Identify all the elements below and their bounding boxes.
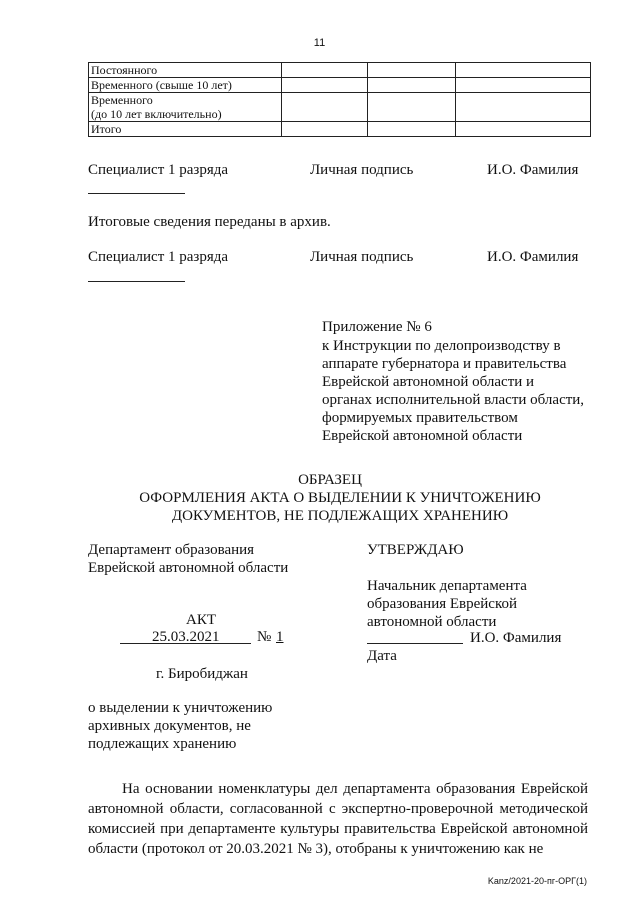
table-cell (456, 78, 591, 93)
heading-line: ОФОРМЛЕНИЯ АКТА О ВЫДЕЛЕНИИ К УНИЧТОЖЕНИЮ (139, 490, 541, 506)
table-cell (368, 93, 456, 122)
act-title: АКТ (186, 612, 216, 628)
table-cell (282, 63, 368, 78)
table-cell (456, 93, 591, 122)
signature-date-line (88, 281, 185, 282)
table-row (89, 63, 591, 78)
table-cell-label: Временного (свыше 10 лет) (89, 78, 282, 93)
table-cell (456, 122, 591, 137)
signature-placeholder: Личная подпись (310, 249, 414, 265)
act-number: 1 (276, 629, 284, 645)
table-cell (282, 122, 368, 137)
table-cell (368, 78, 456, 93)
act-date: 25.03.2021 (152, 629, 220, 645)
appendix-line: Еврейской автономной области и (322, 374, 535, 390)
document-code: Kanz/2021-20-пг-ОРГ(1) (487, 876, 587, 886)
table-cell (282, 78, 368, 93)
table-cell-label: Постоянного (89, 63, 282, 78)
approver-position: автономной области (367, 614, 497, 630)
table-cell (456, 63, 591, 78)
body-paragraph: На основании номенклатуры дел департамента образования Еврейской автономной области, согласованной с экспертно-проверочной методической комиссией при департаменте культуры правительства Еврейской автономной области (протокол от 20.03.2021 № 3), отобраны к уничтожению как не (88, 781, 588, 857)
org-name: Департамент образования (88, 542, 255, 558)
act-number-label: № (257, 629, 272, 645)
table-cell (368, 122, 456, 137)
table-cell (282, 93, 368, 122)
act-subject: о выделении к уничтожению (88, 700, 273, 716)
approver-position: Начальник департамента (367, 578, 527, 594)
signer-role: Специалист 1 разряда (88, 162, 229, 178)
heading-line: ДОКУМЕНТОВ, НЕ ПОДЛЕЖАЩИХ ХРАНЕНИЮ (171, 508, 509, 524)
appendix-line: Еврейской автономной области (322, 428, 523, 444)
appendix-line: органах исполнительной власти области, (322, 392, 585, 408)
table-cell (368, 63, 456, 78)
act-city: г. Биробиджан (156, 666, 248, 682)
appendix-title: Приложение № 6 (322, 319, 432, 335)
appendix-line: формируемых правительством (322, 410, 518, 426)
signer-role: Специалист 1 разряда (88, 249, 229, 265)
signer-name: И.О. Фамилия (487, 249, 579, 265)
archive-note: Итоговые сведения переданы в архив. (88, 214, 331, 230)
summary-table (88, 62, 591, 137)
act-subject: архивных документов, не (88, 718, 251, 734)
approver-name: И.О. Фамилия (470, 630, 562, 646)
signature-date-line (88, 193, 185, 194)
appendix-line: к Инструкции по делопроизводству в (322, 338, 561, 354)
approver-position: образования Еврейской (367, 596, 518, 612)
appendix-line: аппарате губернатора и правительства (322, 356, 567, 372)
table-row (89, 93, 591, 122)
signer-name: И.О. Фамилия (487, 162, 579, 178)
act-subject: подлежащих хранению (88, 736, 237, 752)
approve-title: УТВЕРЖДАЮ (367, 542, 464, 558)
table-cell-label: Временного (до 10 лет включительно) (89, 93, 282, 122)
table-row (89, 78, 591, 93)
heading-line: ОБРАЗЕЦ (298, 472, 362, 488)
page-number: 11 (313, 37, 326, 49)
approver-signature-line (367, 643, 463, 644)
table-row (89, 122, 591, 137)
org-name: Еврейской автономной области (88, 560, 289, 576)
approve-date-label: Дата (367, 648, 397, 664)
table-cell-label: Итого (89, 122, 282, 137)
signature-placeholder: Личная подпись (310, 162, 414, 178)
